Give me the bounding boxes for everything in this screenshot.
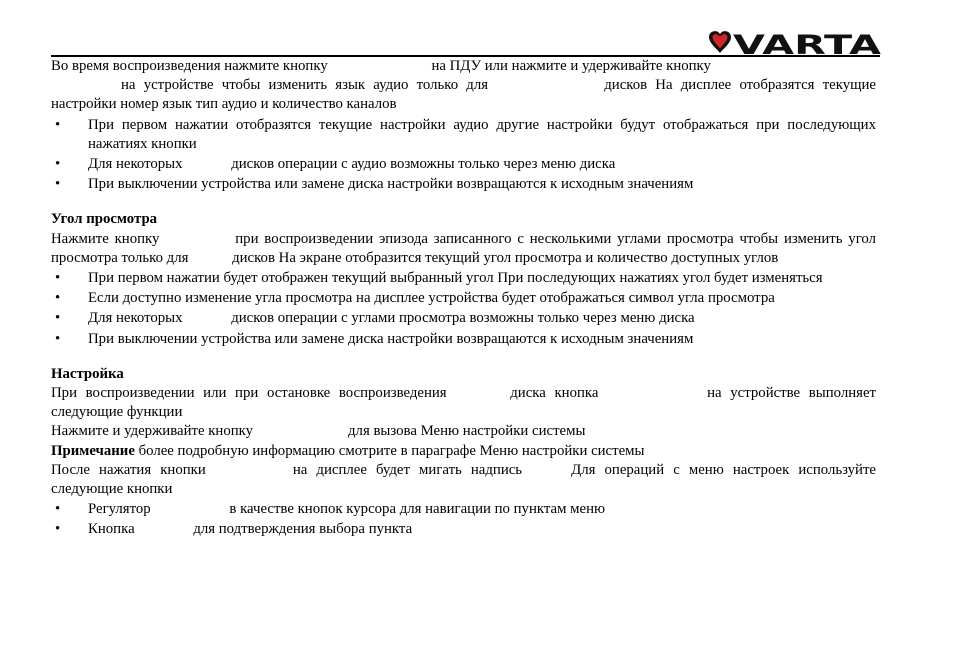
text-fragment: При выключении устройства или замене диска настройки возвращаются к исходным значениям xyxy=(88,176,694,193)
list-item xyxy=(51,116,876,154)
note-label: Примечание xyxy=(51,442,135,459)
text-fragment: Если доступно изменение угла просмотра на дисплее устройства будет отображаться символ угла просмотра xyxy=(88,290,775,307)
list-item xyxy=(51,289,876,308)
setup-note-paragraph xyxy=(51,442,876,461)
text-fragment: диска кнопка xyxy=(510,385,599,402)
text-fragment: при воспроизведении эпизода записанного с несколькими углами просмотра чтобы изменить угол просмотра только для xyxy=(51,230,876,266)
angle-section xyxy=(51,210,876,348)
text-fragment: на устройстве выполняет следующие функции xyxy=(51,385,876,421)
text-fragment: Для операций с меню настроек используйте следующие кнопки xyxy=(51,461,877,498)
text-fragment: на дисплее будет мигать надпись xyxy=(292,461,523,478)
text-fragment: После нажатия кнопки xyxy=(51,461,206,478)
text-fragment: Для некоторых xyxy=(88,310,183,327)
setup-section xyxy=(51,365,876,540)
text-fragment: При воспроизведении или при остановке воспроизведения xyxy=(51,385,447,402)
varta-heart-icon xyxy=(709,31,731,53)
angle-heading: Угол просмотра xyxy=(51,211,158,228)
text-fragment: в качестве кнопок курсора для навигации по пунктам меню xyxy=(229,501,606,518)
text-fragment: Нажмите и удерживайте кнопку xyxy=(51,423,254,440)
setup-hold-paragraph xyxy=(51,422,876,441)
list-item xyxy=(51,175,876,194)
text-fragment: При выключении устройства или замене диска настройки возвращаются к исходным значениям xyxy=(88,330,694,347)
brand-name: VARTA xyxy=(733,30,882,58)
text-fragment: Для некоторых xyxy=(88,156,183,173)
text-fragment: более подробную информацию смотрите в параграфе Меню настройки системы xyxy=(134,442,645,459)
text-fragment: на устройстве чтобы изменить язык аудио только для xyxy=(121,77,489,94)
text-fragment: дисков операции с аудио возможны только через меню диска xyxy=(231,156,616,173)
audio-intro-paragraph xyxy=(51,57,876,115)
list-item xyxy=(51,269,876,288)
audio-section xyxy=(51,57,876,194)
text-fragment: дисков На экране отобразится текущий угол просмотра и количество доступных углов xyxy=(232,249,779,266)
list-item xyxy=(51,155,876,174)
text-fragment: При первом нажатии отобразятся текущие настройки аудио другие настройки будут отображаться при последующих нажатиях кнопки xyxy=(88,116,876,152)
text-fragment: Нажмите кнопку xyxy=(51,230,160,247)
list-item xyxy=(51,309,876,328)
setup-intro-paragraph xyxy=(51,384,876,422)
list-item xyxy=(51,520,876,539)
angle-intro-paragraph xyxy=(51,230,876,268)
list-item xyxy=(51,330,876,349)
text-fragment: При первом нажатии будет отображен текущий выбранный угол При последующих нажатиях угол будет изменяться xyxy=(88,270,823,287)
text-fragment: Кнопка xyxy=(88,521,135,538)
text-fragment: дисков На дисплее отобразятся текущие настройки номер язык тип аудио и количество каналов xyxy=(51,77,876,113)
setup-heading: Настройка xyxy=(51,365,124,382)
list-item xyxy=(51,500,876,519)
text-fragment: для вызова Меню настройки системы xyxy=(348,423,586,440)
angle-bullet-list xyxy=(51,269,876,349)
audio-bullet-list xyxy=(51,116,876,195)
document-body xyxy=(51,57,876,540)
text-fragment: Во время воспроизведения нажмите кнопку xyxy=(51,58,328,74)
text-fragment: Регулятор xyxy=(88,501,151,518)
varta-logo xyxy=(706,28,882,58)
setup-after-paragraph xyxy=(51,461,876,499)
text-fragment: дисков операции с углами просмотра возможны только через меню диска xyxy=(231,310,695,327)
text-fragment: для подтверждения выбора пункта xyxy=(193,521,413,538)
text-fragment: на ПДУ или нажмите и удерживайте кнопку xyxy=(431,58,711,74)
setup-bullet-list xyxy=(51,500,876,539)
